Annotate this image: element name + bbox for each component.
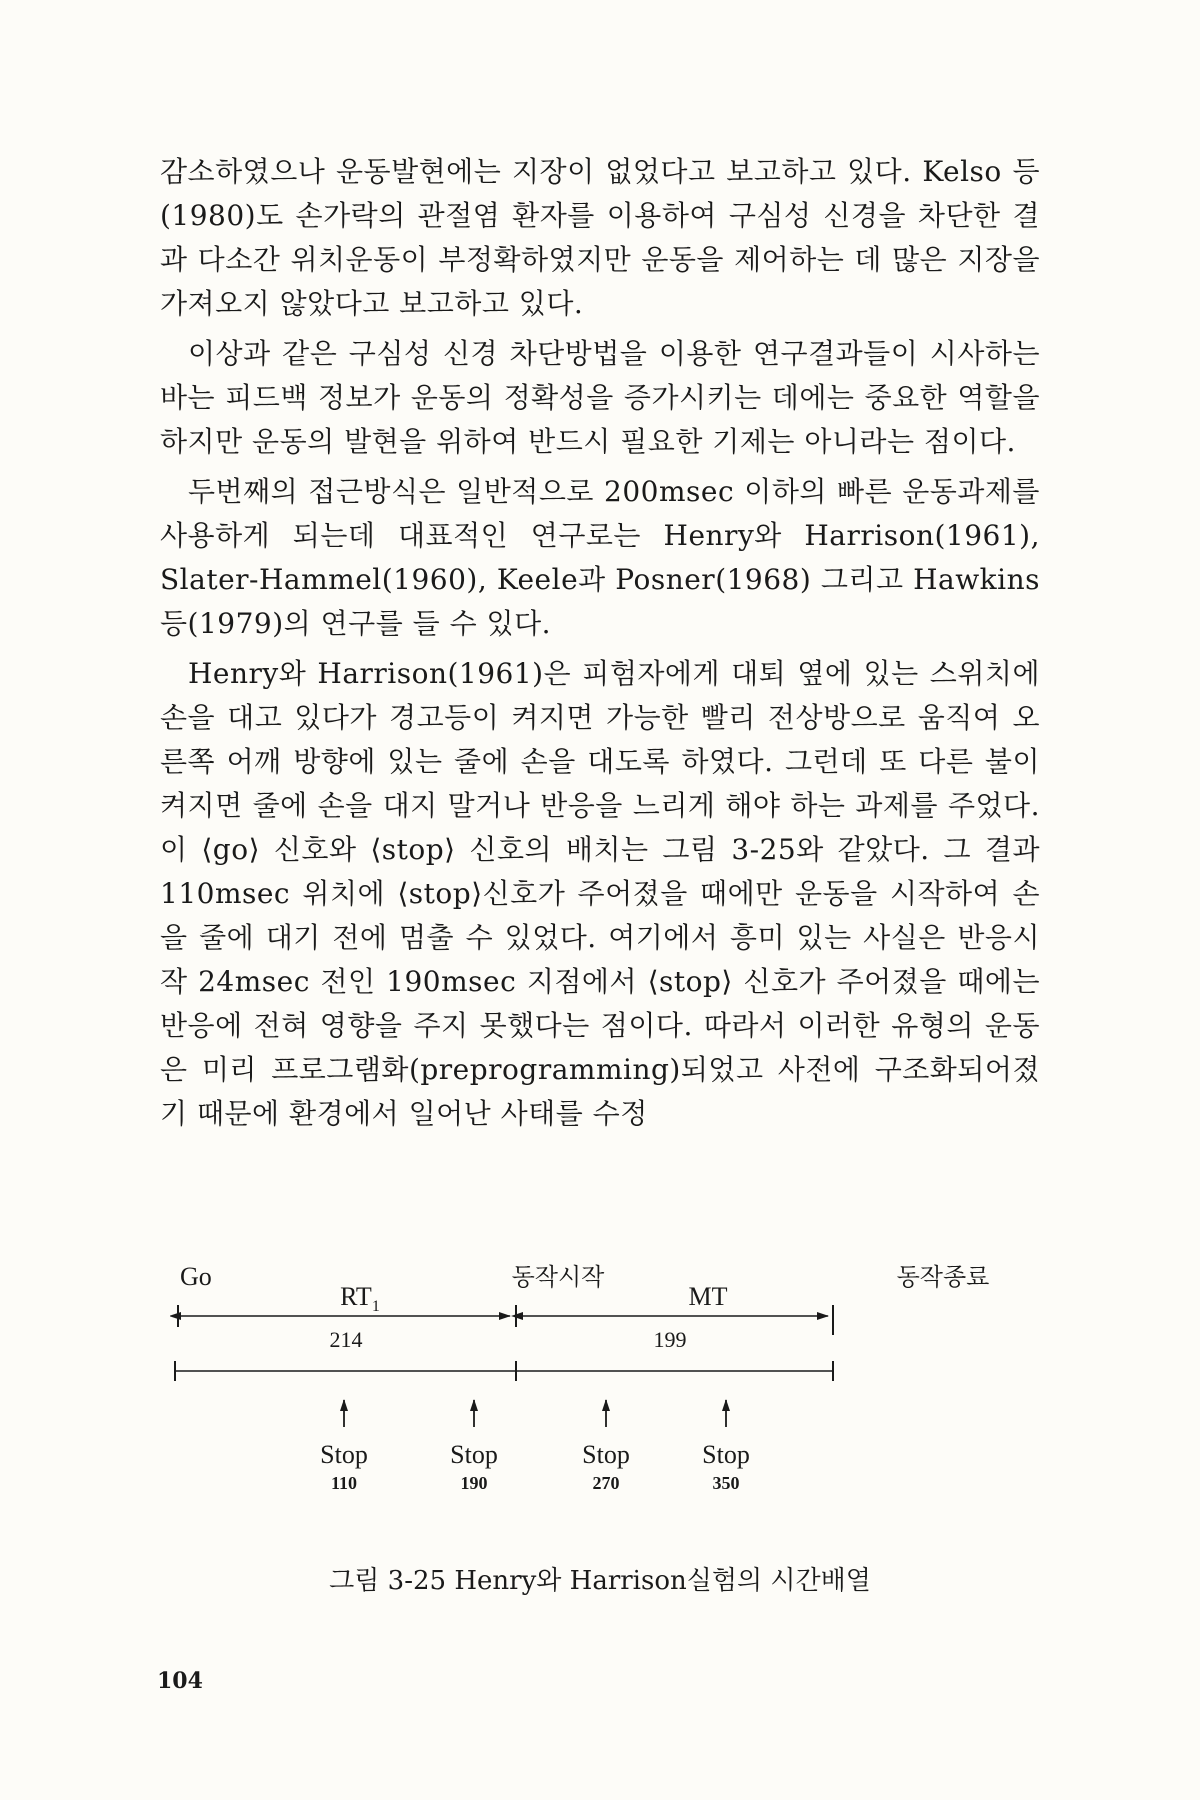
stop-label: Stop xyxy=(320,1440,368,1469)
timeline-figure xyxy=(170,1255,1030,1555)
movement-start-label: 동작시작 xyxy=(511,1265,605,1291)
stop-marker-270 xyxy=(582,1400,630,1493)
rt-label: $RT_1$ xyxy=(340,1282,380,1315)
stop-label: Stop xyxy=(450,1440,498,1469)
timeline-diagram xyxy=(170,1255,1030,1555)
go-label: Go xyxy=(180,1262,212,1291)
mt-value: 199 xyxy=(653,1327,687,1352)
stop-marker-350 xyxy=(702,1400,750,1493)
page-number: 104 xyxy=(157,1668,203,1694)
paragraph-4: Henry와 Harrison(1961)은 피험자에게 대퇴 옆에 있는 스위치에 손을 대고 있다가 경고등이 켜지면 가능한 빨리 전상방으로 움직여 오른쪽 어깨 방향에 있는 줄에 손을 대도록 하였다. 그런데 또 다른 불이 켜지면 줄에 손을 대지 말거나 반응을 느리게 해야 하는 과제를 주었다. 이 ⟨go⟩ 신호와 ⟨stop⟩ 신호의 배치는 그림 3-25와 같았다. 그 결과 110msec 위치에 ⟨stop⟩신호가 주어졌을 때에만 운동을 시작하여 손을 줄에 대기 전에 멈출 수 있었다. 여기에서 흥미 있는 사실은 반응시작 24msec 전인 190msec 지점에서 ⟨stop⟩ 신호가 주어졌을 때에는 반응에 전혀 영향을 주지 못했다는 점이다. 따라서 이러한 유형의 운동은 미리 프로그램화(preprogramming)되었고 사전에 구조화되어졌기 때문에 환경에서 일어난 사태를 수정 xyxy=(160,657,1040,1130)
stop-marker-110 xyxy=(320,1400,368,1493)
rt-value: 214 xyxy=(329,1327,363,1352)
stop-label: Stop xyxy=(582,1440,630,1469)
paragraph-2: 이상과 같은 구심성 신경 차단방법을 이용한 연구결과들이 시사하는 바는 피드백 정보가 운동의 정확성을 증가시키는 데에는 중요한 역할을 하지만 운동의 발현을 위하여 반드시 필요한 기제는 아니라는 점이다. xyxy=(160,337,1040,458)
paragraph-3: 두번째의 접근방식은 일반적으로 200msec 이하의 빠른 운동과제를 사용하게 되는데 대표적인 연구로는 Henry와 Harrison(1961), Slater-Hammel(1960), Keele과 Posner(1968) 그리고 Hawkins 등(1979)의 연구를 들 수 있다. xyxy=(160,475,1040,640)
stop-value: 110 xyxy=(330,1473,358,1493)
stop-marker-190 xyxy=(450,1400,498,1493)
mt-label: MT xyxy=(688,1282,728,1311)
figure-caption: 그림 3-25 Henry와 Harrison실험의 시간배열 xyxy=(329,1566,871,1596)
stop-label: Stop xyxy=(702,1440,750,1469)
paragraph-1: 감소하였으나 운동발현에는 지장이 없었다고 보고하고 있다. Kelso 등(1980)도 손가락의 관절염 환자를 이용하여 구심성 신경을 차단한 결과 다소간 위치운동이 부정확하였지만 운동을 제어하는 데 많은 지장을 가져오지 않았다고 보고하고 있다. xyxy=(160,155,1040,320)
body-text xyxy=(160,150,1040,1142)
stop-value: 270 xyxy=(592,1473,620,1493)
stop-value: 350 xyxy=(712,1473,740,1493)
stop-value: 190 xyxy=(460,1473,488,1493)
movement-end-label: 동작종료 xyxy=(896,1265,990,1291)
